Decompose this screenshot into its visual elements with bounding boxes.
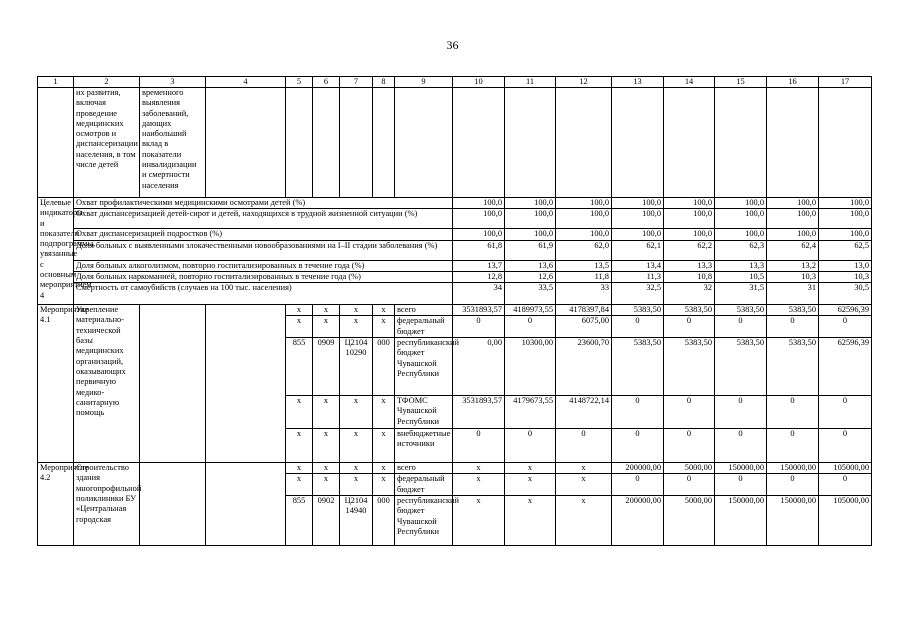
funding-value: 0 xyxy=(612,474,664,496)
measure-label: Мероприятие 4.2 xyxy=(38,463,74,546)
indicator-value: 100,0 xyxy=(767,198,819,209)
budget-code: x xyxy=(286,396,313,429)
measure-goal xyxy=(140,463,206,546)
funding-value: x xyxy=(556,474,612,496)
funding-value: x xyxy=(453,463,505,474)
funding-value: 5383,50 xyxy=(612,305,664,316)
funding-value: 5383,50 xyxy=(664,305,715,316)
indicator-value: 13,7 xyxy=(453,260,505,271)
indicator-name: Смертность от самоубийств (случаев на 100 тыс. населения) xyxy=(74,283,453,305)
indicator-value: 62,1 xyxy=(612,240,664,260)
funding-value: 0 xyxy=(819,396,872,429)
indicator-value: 13,3 xyxy=(664,260,715,271)
column-number: 1 xyxy=(38,77,74,88)
funding-value: 0 xyxy=(505,316,556,338)
measure-name: Укрепление материально-технической базы медицинских организаций, оказывающих первичную медико-санитарную помощь xyxy=(74,305,140,463)
indicator-value: 61,9 xyxy=(505,240,556,260)
indicator-row xyxy=(38,283,872,305)
funding-value: 105000,00 xyxy=(819,463,872,474)
budget-code: 0902 xyxy=(313,495,340,545)
indicator-value: 32 xyxy=(664,283,715,305)
indicator-value: 100,0 xyxy=(453,229,505,240)
funding-value: 5000,00 xyxy=(664,495,715,545)
funding-value: 4148722,14 xyxy=(556,396,612,429)
indicator-value: 32,5 xyxy=(612,283,664,305)
cell-empty xyxy=(38,88,74,198)
cell-empty xyxy=(373,88,395,198)
cell-empty xyxy=(612,88,664,198)
column-number: 12 xyxy=(556,77,612,88)
funding-value: 5383,50 xyxy=(612,338,664,396)
funding-value: 5383,50 xyxy=(767,305,819,316)
funding-value: 0 xyxy=(453,316,505,338)
column-number: 5 xyxy=(286,77,313,88)
funding-value: 23600,70 xyxy=(556,338,612,396)
budget-code: x xyxy=(286,474,313,496)
program-table xyxy=(37,76,872,546)
measure-executor xyxy=(206,463,286,546)
indicator-value: 100,0 xyxy=(612,209,664,229)
indicator-value: 61,8 xyxy=(453,240,505,260)
funding-value: 0 xyxy=(819,474,872,496)
header-row xyxy=(38,77,872,88)
column-number: 4 xyxy=(206,77,286,88)
funding-value: 4189973,55 xyxy=(505,305,556,316)
column-number: 10 xyxy=(453,77,505,88)
funding-value: x xyxy=(505,495,556,545)
indicator-name: Доля больных алкоголизмом, повторно госпитализированных в течение года (%) xyxy=(74,260,453,271)
indicator-row xyxy=(38,229,872,240)
indicator-value: 100,0 xyxy=(556,209,612,229)
measure-row xyxy=(38,463,872,474)
indicator-name: Охват диспансеризацией подростков (%) xyxy=(74,229,453,240)
funding-value: 0 xyxy=(767,316,819,338)
budget-code: 855 xyxy=(286,338,313,396)
indicator-value: 62,4 xyxy=(767,240,819,260)
funding-value: 5383,50 xyxy=(715,338,767,396)
indicator-value: 100,0 xyxy=(664,209,715,229)
funding-value: 5383,50 xyxy=(664,338,715,396)
column-number: 7 xyxy=(340,77,373,88)
indicator-value: 100,0 xyxy=(612,229,664,240)
funding-value: 5000,00 xyxy=(664,463,715,474)
funding-value: 0 xyxy=(556,429,612,463)
funding-value: 150000,00 xyxy=(715,495,767,545)
indicator-value: 10,3 xyxy=(767,271,819,282)
indicator-value: 100,0 xyxy=(715,229,767,240)
budget-code: x xyxy=(373,396,395,429)
column-number: 14 xyxy=(664,77,715,88)
budget-code: x xyxy=(373,316,395,338)
indicator-value: 100,0 xyxy=(819,198,872,209)
indicator-value: 10,3 xyxy=(819,271,872,282)
indicator-value: 12,8 xyxy=(453,271,505,282)
indicator-value: 100,0 xyxy=(819,209,872,229)
budget-code: x xyxy=(340,316,373,338)
indicator-value: 100,0 xyxy=(556,229,612,240)
cell-empty xyxy=(819,88,872,198)
indicator-value: 100,0 xyxy=(819,229,872,240)
cell-empty xyxy=(453,88,505,198)
funding-value: 0 xyxy=(715,316,767,338)
budget-code: x xyxy=(313,316,340,338)
cell-empty xyxy=(313,88,340,198)
budget-code: x xyxy=(340,429,373,463)
funding-value: 0,00 xyxy=(453,338,505,396)
indicator-value: 100,0 xyxy=(767,229,819,240)
measure-executor xyxy=(206,305,286,463)
funding-value: x xyxy=(505,463,556,474)
indicator-value: 10,8 xyxy=(664,271,715,282)
funding-value: 5383,50 xyxy=(715,305,767,316)
indicator-value: 100,0 xyxy=(453,209,505,229)
funding-value: 150000,00 xyxy=(767,495,819,545)
indicator-name: Охват профилактическими медицинскими осмотрами детей (%) xyxy=(74,198,453,209)
indicator-name: Доля больных наркоманией, повторно госпитализированных в течение года (%) xyxy=(74,271,453,282)
funding-source: федеральный бюджет xyxy=(395,474,453,496)
funding-value: 4179673,55 xyxy=(505,396,556,429)
funding-value: x xyxy=(556,463,612,474)
budget-code: x xyxy=(373,463,395,474)
indicator-value: 100,0 xyxy=(767,209,819,229)
funding-value: 105000,00 xyxy=(819,495,872,545)
indicator-value: 100,0 xyxy=(664,229,715,240)
funding-value: x xyxy=(505,474,556,496)
budget-code: 855 xyxy=(286,495,313,545)
funding-value: 0 xyxy=(612,396,664,429)
funding-value: 0 xyxy=(664,474,715,496)
indicator-value: 100,0 xyxy=(612,198,664,209)
column-number: 16 xyxy=(767,77,819,88)
indicator-value: 100,0 xyxy=(715,198,767,209)
budget-code: 0909 xyxy=(313,338,340,396)
indicator-value: 62,0 xyxy=(556,240,612,260)
indicator-name: Доля больных с выявленными злокачественными новообразованиями на I–II стадии заболевания (%) xyxy=(74,240,453,260)
column-number: 13 xyxy=(612,77,664,88)
indicator-value: 100,0 xyxy=(556,198,612,209)
indicator-value: 34 xyxy=(453,283,505,305)
indicator-value: 13,4 xyxy=(612,260,664,271)
budget-code: x xyxy=(340,474,373,496)
budget-code: x xyxy=(286,305,313,316)
cell-empty xyxy=(340,88,373,198)
column-number: 3 xyxy=(140,77,206,88)
funding-value: 0 xyxy=(715,429,767,463)
cell-empty xyxy=(395,88,453,198)
budget-code: Ц2104 10290 xyxy=(340,338,373,396)
column-number: 2 xyxy=(74,77,140,88)
indicator-row xyxy=(38,240,872,260)
budget-code: x xyxy=(286,463,313,474)
column-number: 15 xyxy=(715,77,767,88)
indicator-value: 11,8 xyxy=(556,271,612,282)
funding-value: 3531893,57 xyxy=(453,396,505,429)
funding-value: 6075,00 xyxy=(556,316,612,338)
funding-value: 0 xyxy=(453,429,505,463)
column-number: 17 xyxy=(819,77,872,88)
funding-value: 0 xyxy=(819,429,872,463)
indicator-value: 100,0 xyxy=(505,198,556,209)
funding-value: 0 xyxy=(664,316,715,338)
indicator-value: 100,0 xyxy=(505,209,556,229)
budget-code: Ц2104 14940 xyxy=(340,495,373,545)
funding-source: внебюджетные источники xyxy=(395,429,453,463)
funding-source: федеральный бюджет xyxy=(395,316,453,338)
funding-value: 3531893,57 xyxy=(453,305,505,316)
measure-goal xyxy=(140,305,206,463)
indicator-value: 13,0 xyxy=(819,260,872,271)
measure-row xyxy=(38,305,872,316)
funding-value: 62596,39 xyxy=(819,338,872,396)
funding-value: 0 xyxy=(715,474,767,496)
cell-empty xyxy=(505,88,556,198)
indicators-label: Целевые индикаторы и показатели подпрограммы, увязанные с основным мероприятием 4 xyxy=(38,198,74,305)
column-number: 8 xyxy=(373,77,395,88)
indicator-row xyxy=(38,198,872,209)
indicator-value: 31 xyxy=(767,283,819,305)
indicator-value: 100,0 xyxy=(505,229,556,240)
funding-value: 200000,00 xyxy=(612,495,664,545)
funding-value: 0 xyxy=(715,396,767,429)
indicator-value: 100,0 xyxy=(664,198,715,209)
budget-code: x xyxy=(340,396,373,429)
cell-empty xyxy=(286,88,313,198)
budget-code: 000 xyxy=(373,338,395,396)
funding-value: x xyxy=(453,474,505,496)
indicator-value: 13,6 xyxy=(505,260,556,271)
indicator-value: 62,3 xyxy=(715,240,767,260)
continuation-row xyxy=(38,88,872,198)
budget-code: x xyxy=(340,463,373,474)
indicator-value: 100,0 xyxy=(715,209,767,229)
budget-code: x xyxy=(373,474,395,496)
funding-source: ТФОМС Чувашской Республики xyxy=(395,396,453,429)
indicator-row xyxy=(38,209,872,229)
funding-value: 0 xyxy=(767,429,819,463)
budget-code: x xyxy=(313,463,340,474)
column-number: 6 xyxy=(313,77,340,88)
budget-code: x xyxy=(313,396,340,429)
funding-source: республиканский бюджет Чувашской Республики xyxy=(395,338,453,396)
funding-value: 0 xyxy=(664,429,715,463)
funding-value: 0 xyxy=(819,316,872,338)
indicator-value: 13,2 xyxy=(767,260,819,271)
measure-name: Строительство здания многопрофильной поликлиники БУ «Центральная городская xyxy=(74,463,140,546)
indicator-name: Охват диспансеризацией детей-сирот и детей, находящихся в трудной жизненной ситуации (%) xyxy=(74,209,453,229)
budget-code: x xyxy=(286,429,313,463)
funding-value: 0 xyxy=(767,474,819,496)
funding-value: 0 xyxy=(664,396,715,429)
column-number: 11 xyxy=(505,77,556,88)
measure-name-continued: их развития, включая проведение медицинских осмотров и диспансеризации населения, в том числе детей xyxy=(74,88,140,198)
indicator-value: 100,0 xyxy=(453,198,505,209)
budget-code: x xyxy=(373,305,395,316)
cell-empty xyxy=(767,88,819,198)
column-number: 9 xyxy=(395,77,453,88)
indicator-value: 12,6 xyxy=(505,271,556,282)
indicator-value: 13,3 xyxy=(715,260,767,271)
indicator-value: 33,5 xyxy=(505,283,556,305)
indicator-value: 30,5 xyxy=(819,283,872,305)
funding-source: всего xyxy=(395,463,453,474)
indicator-value: 13,5 xyxy=(556,260,612,271)
funding-value: x xyxy=(556,495,612,545)
funding-source: республиканский бюджет Чувашской Республики xyxy=(395,495,453,545)
funding-value: 200000,00 xyxy=(612,463,664,474)
measure-label: Мероприятие 4.1 xyxy=(38,305,74,463)
budget-code: x xyxy=(313,474,340,496)
funding-value: 62596,39 xyxy=(819,305,872,316)
indicator-value: 11,3 xyxy=(612,271,664,282)
funding-value: 0 xyxy=(612,316,664,338)
cell-empty xyxy=(715,88,767,198)
funding-value: 0 xyxy=(612,429,664,463)
indicator-value: 62,5 xyxy=(819,240,872,260)
page-number: 36 xyxy=(446,38,459,52)
indicator-value: 33 xyxy=(556,283,612,305)
cell-empty xyxy=(556,88,612,198)
indicator-value: 10,5 xyxy=(715,271,767,282)
funding-value: 150000,00 xyxy=(767,463,819,474)
indicator-value: 62,2 xyxy=(664,240,715,260)
funding-source: всего xyxy=(395,305,453,316)
funding-value: 0 xyxy=(505,429,556,463)
funding-value: 10300,00 xyxy=(505,338,556,396)
indicator-value: 31,5 xyxy=(715,283,767,305)
budget-code: x xyxy=(340,305,373,316)
budget-code: x xyxy=(313,429,340,463)
funding-value: 0 xyxy=(767,396,819,429)
indicator-row xyxy=(38,271,872,282)
goal-continued: временного выявления заболеваний, дающих наибольший вклад в показатели инвалидизации и смертности населения xyxy=(140,88,206,198)
cell-empty xyxy=(664,88,715,198)
budget-code: x xyxy=(313,305,340,316)
budget-code: x xyxy=(373,429,395,463)
cell-empty xyxy=(206,88,286,198)
indicator-row xyxy=(38,260,872,271)
budget-code: 000 xyxy=(373,495,395,545)
funding-value: 150000,00 xyxy=(715,463,767,474)
funding-value: 4178397,84 xyxy=(556,305,612,316)
funding-value: x xyxy=(453,495,505,545)
funding-value: 5383,50 xyxy=(767,338,819,396)
budget-code: x xyxy=(286,316,313,338)
